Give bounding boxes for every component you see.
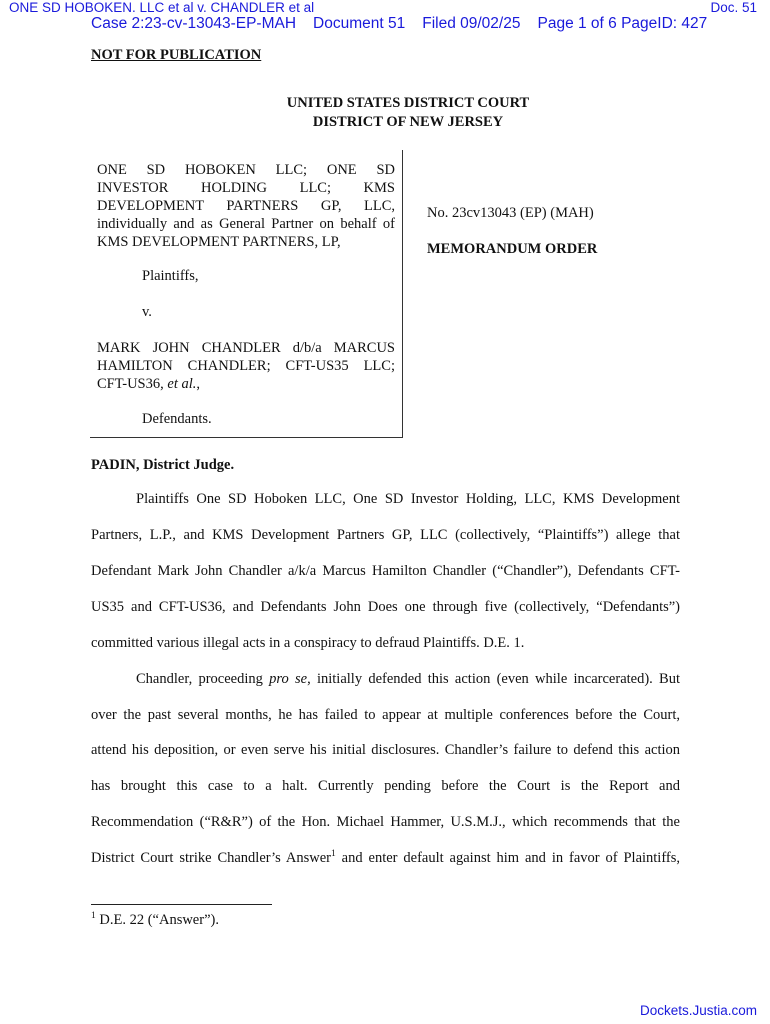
court-name	[0, 94, 770, 132]
plaintiff-line: KMS DEVELOPMENT PARTNERS, LP,	[97, 234, 341, 250]
footnote-reference: 1	[331, 849, 336, 860]
ecf-page-info: Page 1 of 6 PageID: 427	[537, 15, 708, 32]
body-line	[136, 671, 680, 688]
body-text: Chandler, proceeding	[136, 671, 270, 687]
plaintiff-line: individually and as General Partner on behalf of	[97, 216, 395, 232]
justia-doc-number-link[interactable]: Doc. 51	[710, 0, 757, 15]
body-text: and enter default against him and in favor of Plaintiffs,	[335, 850, 680, 866]
ecf-case-number: Case 2:23-cv-13043-EP-MAH	[91, 15, 297, 32]
body-line: Plaintiffs One SD Hoboken LLC, One SD Investor Holding, LLC, KMS Development	[136, 491, 680, 507]
ecf-document-number: Document 51	[313, 15, 406, 32]
publication-notice: NOT FOR PUBLICATION	[91, 47, 262, 63]
body-line: attend his deposition, or even serve his initial disclosures. Chandler’s failure to defend this action	[91, 742, 680, 758]
plaintiff-line: INVESTOR HOLDING LLC; KMS	[97, 180, 395, 196]
court-name-line1: UNITED STATES DISTRICT COURT	[286, 95, 530, 111]
plaintiffs-label: Plaintiffs,	[142, 268, 199, 284]
defendants-label: Defendants.	[142, 411, 212, 427]
body-line: Partners, L.P., and KMS Development Partners GP, LLC (collectively, “Plaintiffs”) allege that	[91, 527, 680, 543]
body-text: , initially defended this action (even while incarcerated). But	[307, 671, 681, 687]
body-line: committed various illegal acts in a conspiracy to defraud Plaintiffs. D.E. 1.	[91, 635, 525, 651]
footnote	[91, 912, 219, 929]
case-number: No. 23cv13043 (EP) (MAH)	[427, 205, 594, 221]
body-line: has brought this case to a halt. Currently pending before the Court is the Report and	[91, 778, 680, 794]
plaintiff-parties	[97, 161, 395, 251]
body-line: Recommendation (“R&R”) of the Hon. Michael Hammer, U.S.M.J., which recommends that the	[91, 814, 680, 830]
defendant-line: HAMILTON CHANDLER; CFT-US35 LLC;	[97, 358, 395, 374]
defendant-line: MARK JOHN CHANDLER d/b/a MARCUS	[97, 340, 395, 356]
ecf-header	[91, 15, 707, 33]
footnote-text: D.E. 22 (“Answer”).	[95, 912, 219, 928]
defendant-et-al: et al.	[167, 376, 197, 392]
judge-line: PADIN, District Judge.	[91, 457, 235, 473]
defendant-trailing: ,	[196, 376, 201, 392]
body-line: over the past several months, he has failed to appear at multiple conferences before the Court,	[91, 707, 680, 723]
document-title: MEMORANDUM ORDER	[427, 241, 598, 257]
body-text: District Court strike Chandler’s Answer	[91, 850, 332, 866]
body-line: US35 and CFT-US36, and Defendants John Does one through five (collectively, “Defendants”)	[91, 599, 680, 615]
defendant-line-last	[97, 375, 395, 393]
versus-label: v.	[142, 304, 152, 320]
body-line: Defendant Mark John Chandler a/k/a Marcus Hamilton Chandler (“Chandler”), Defendants CFT-	[91, 563, 680, 579]
ecf-filed-date: Filed 09/02/25	[422, 15, 521, 32]
body-italic-text: pro se	[269, 671, 308, 687]
footnote-divider	[91, 904, 272, 905]
justia-case-title-link[interactable]: ONE SD HOBOKEN. LLC et al v. CHANDLER et al	[9, 0, 315, 15]
defendant-parties	[97, 339, 395, 393]
footnote-marker: 1	[91, 911, 96, 922]
defendant-line-text: CFT-US36,	[97, 376, 168, 392]
body-line	[91, 850, 680, 867]
justia-footer-link[interactable]: Dockets.Justia.com	[639, 1003, 757, 1018]
court-name-line2: DISTRICT OF NEW JERSEY	[312, 114, 504, 130]
plaintiff-line: ONE SD HOBOKEN LLC; ONE SD	[97, 162, 395, 178]
plaintiff-line: DEVELOPMENT PARTNERS GP, LLC,	[97, 198, 395, 214]
